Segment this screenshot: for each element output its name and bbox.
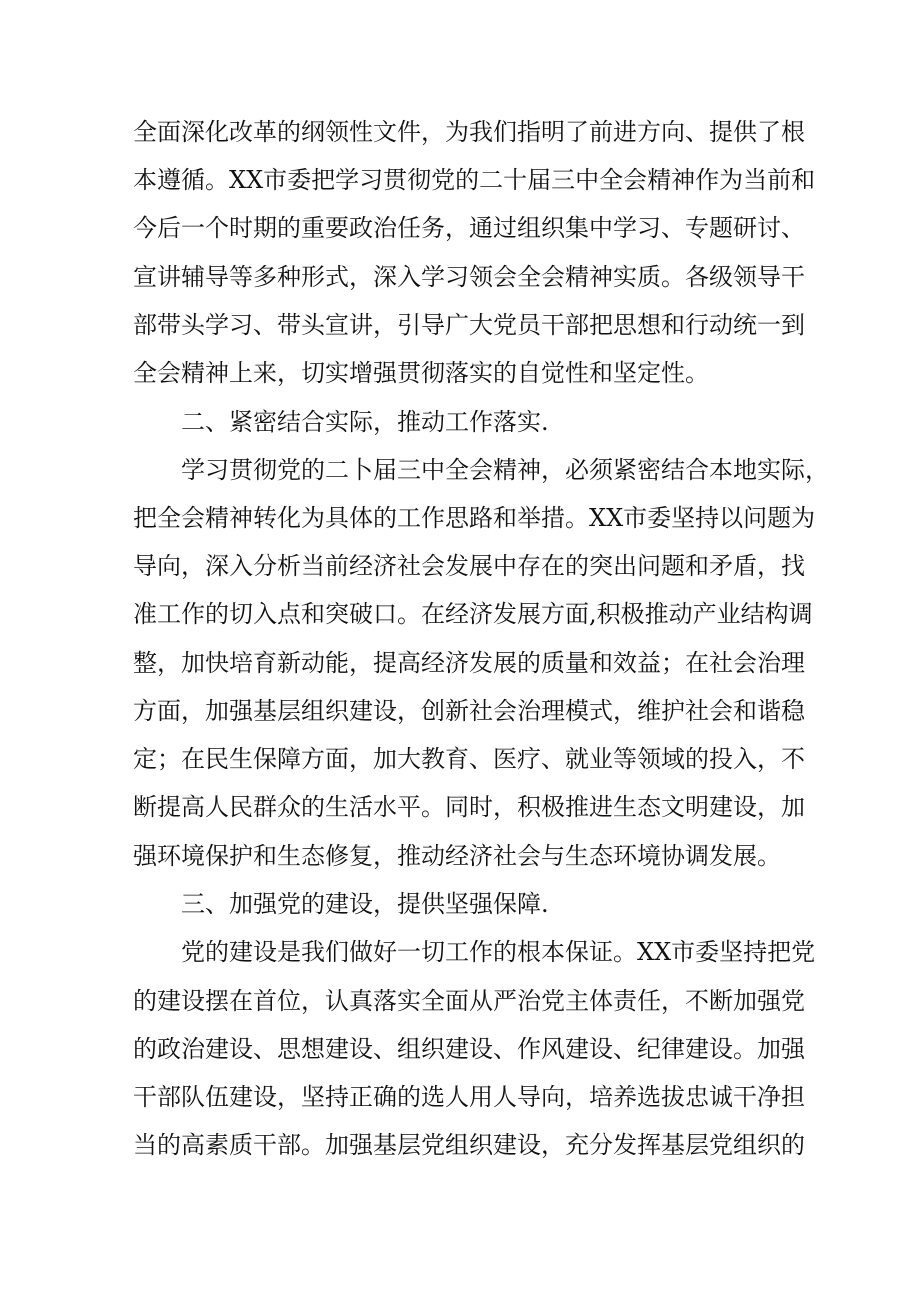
paragraph-line: 干部队伍建设，坚持正确的选人用人导向，培养选拔忠诚干净担 [133,1083,805,1111]
paragraph-line: 党的建设是我们做好一切工作的根本保证。XX市委坚持把党 [181,938,816,966]
section-heading-2: 二、紧密结合实际，推动工作落实. [181,408,549,436]
paragraph-line: 定；在民生保障方面，加大教育、医疗、就业等领域的投入，不 [133,745,805,773]
paragraph-line: 准工作的切入点和突破口。在经济发展方面,积极推动产业结构调 [133,600,813,628]
paragraph-line: 当的高素质干部。加强基层党组织建设，充分发挥基层党组织的 [133,1131,805,1159]
paragraph-line: 今后一个时期的重要政治任务，通过组织集中学习、专题研讨、 [133,214,805,242]
paragraph-line: 全面深化改革的纲领性文件，为我们指明了前进方向、提供了根 [133,118,805,146]
section-heading-3: 三、加强党的建设，提供坚强保障. [181,890,549,918]
paragraph-line: 的建设摆在首位，认真落实全面从严治党主体责任，不断加强党 [133,987,805,1015]
paragraph-line: 的政治建设、思想建设、组织建设、作风建设、纪律建设。加强 [133,1035,805,1063]
paragraph-line: 宣讲辅导等多种形式，深入学习领会全会精神实质。各级领导干 [133,263,805,291]
paragraph-line: 本遵循。XX市委把学习贯彻党的二十届三中全会精神作为当前和 [133,166,816,194]
paragraph-line: 导向，深入分析当前经济社会发展中存在的突出问题和矛盾，找 [133,552,805,580]
paragraph-line: 全会精神上来，切实增强贯彻落实的自觉性和坚定性。 [133,359,709,387]
paragraph-line: 强环境保护和生态修复，推动经济社会与生态环境协调发展。 [133,842,781,870]
paragraph-line: 整，加快培育新动能，提高经济发展的质量和效益；在社会治理 [133,649,805,677]
paragraph-line: 部带头学习、带头宣讲，引导广大党员干部把思想和行动统一到 [133,311,805,339]
paragraph-line: 方面，加强基层组织建设，创新社会治理模式，维护社会和谐稳 [133,697,805,725]
paragraph-line: 断提高人民群众的生活水平。同时，积极推进生态文明建设，加 [133,793,805,821]
paragraph-line: 把全会精神转化为具体的工作思路和举措。XX市委坚持以问题为 [133,504,816,532]
paragraph-line: 学习贯彻党的二卜届三中全会精神，必须紧密结合本地实际， [181,456,829,484]
